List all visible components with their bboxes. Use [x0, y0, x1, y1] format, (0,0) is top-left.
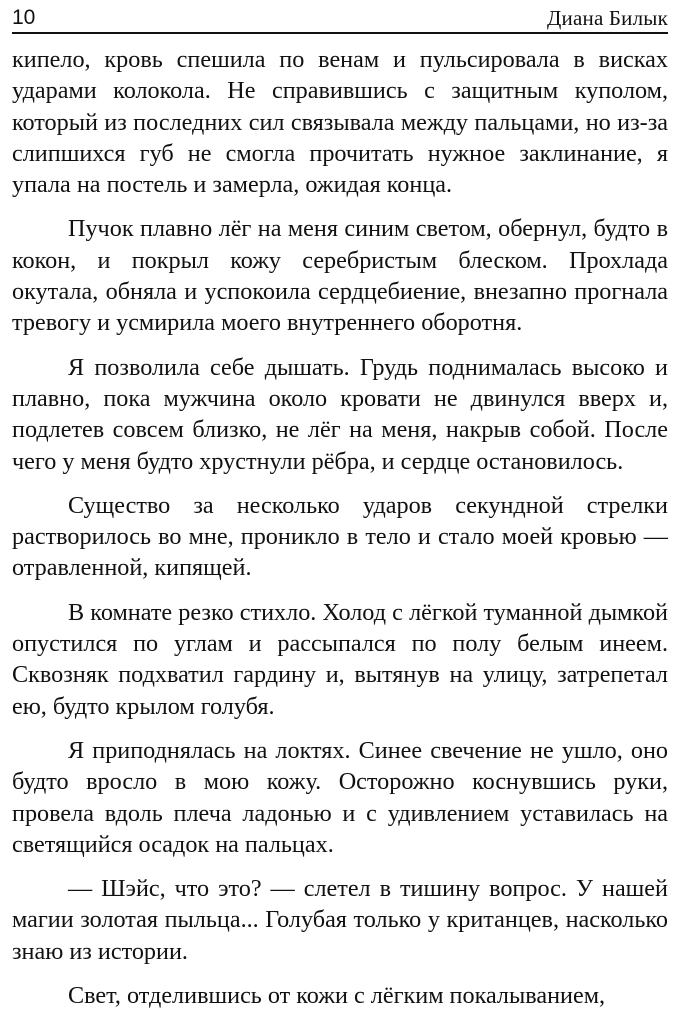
author-name: Диана Билык [547, 6, 668, 30]
book-page [12, 0, 668, 1024]
page-number: 10 [12, 6, 36, 29]
paragraph: кипело, кровь спешила по венам и пульсировала в висках ударами колокола. Не справившись с защитным куполом, который из последних сил связывала между пальцами, но из-за слипшихся губ не смогла прочитать нужное заклинание, я упала на постель и замерла, ожидая конца. [12, 46, 668, 199]
paragraph: — Шэйс, что это? — слетел в тишину вопрос. У нашей магии золотая пыльца... Голубая только у кританцев, насколько знаю из истории. [12, 875, 668, 965]
paragraph: В комнате резко стихло. Холод с лёгкой туманной дымкой опустился по углам и рассыпался по полу белым инеем. Сквозняк подхватил гардину и, вытянув на улицу, затрепетал ею, будто крылом голубя. [12, 598, 668, 720]
paragraph: Я приподнялась на локтях. Синее свечение не ушло, оно будто вросло в мою кожу. Осторожно коснувшись руки, провела вдоль плеча ладонью и с удивлением уставилась на светящийся осадок на пальцах. [12, 736, 668, 858]
paragraph: Пучок плавно лёг на меня синим светом, обернул, будто в кокон, и покрыл кожу серебристым блеском. Прохлада окутала, обняла и успокоила сердцебиение, внезапно прогнала тревогу и усмирила моего внутреннего оборотня. [12, 215, 668, 337]
paragraph: Свет, отделившись от кожи с лёгким покалыванием, [68, 982, 606, 1010]
paragraph: Я позволила себе дышать. Грудь поднималась высоко и плавно, пока мужчина около кровати не двинулся вверх и, подлетев совсем близко, не лёг на меня, накрыв собой. После чего у меня будто хрустнули рёбра, и сердце остановилось. [12, 353, 668, 475]
running-header [12, 0, 668, 34]
text-body [12, 44, 668, 1011]
paragraph: Существо за несколько ударов секундной стрелки растворилось во мне, проникло в тело и стало моей кровью — отравленной, кипящей. [12, 491, 668, 582]
